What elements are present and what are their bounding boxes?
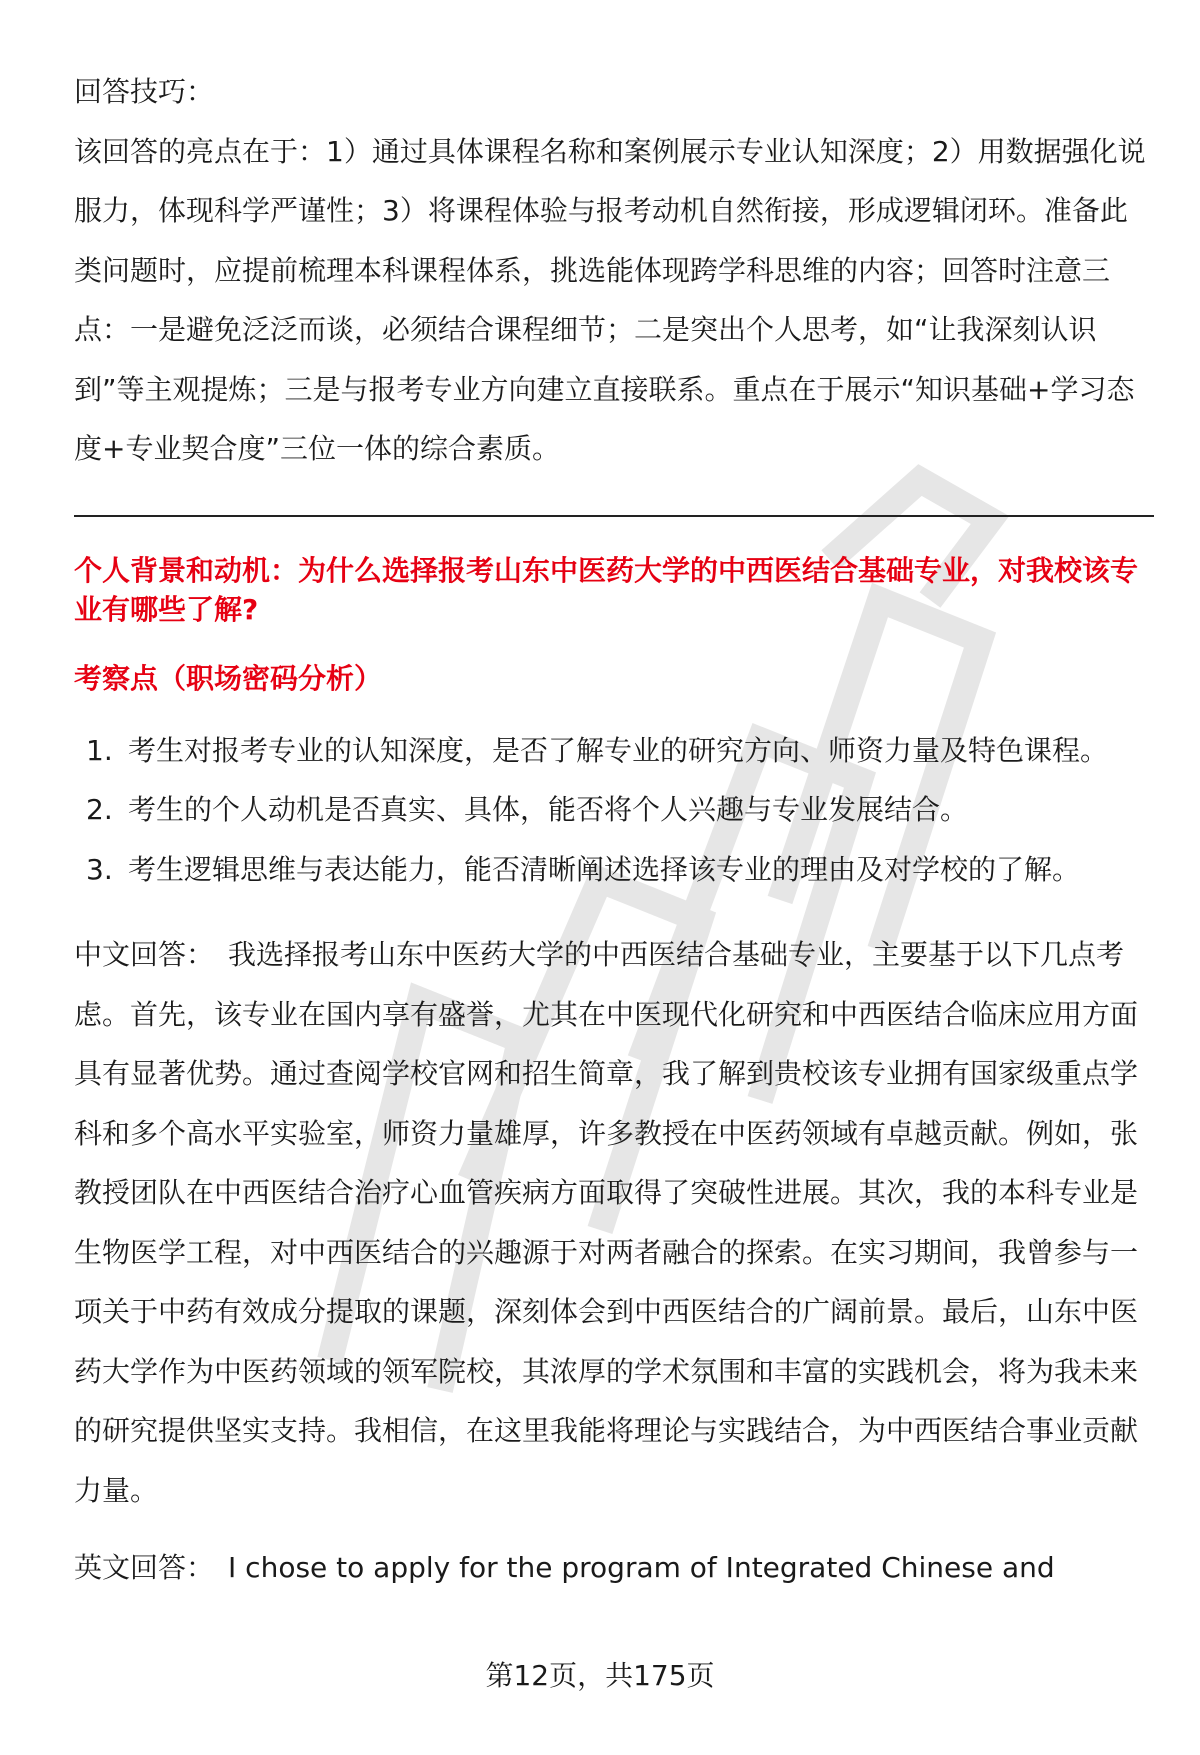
chinese-answer-text: 我选择报考山东中医药大学的中西医结合基础专业，主要基于以下几点考虑。首先，该专业在国内享有盛誉，尤其在中医现代化研究和中西医结合临床应用方面具有显著优势。通过查阅学校官网和招生简章，我了解到贵校该专业拥有国家级重点学科和多个高水平实验室，师资力量雄厚，许多教授在中医药领域有卓越贡献。例如，张教授团队在中西医结合治疗心血管疾病方面取得了突破性进展。其次，我的本科专业是生物医学工程，对中西医结合的兴趣源于对两者融合的探索。在实习期间，我曾参与一项关于中药有效成分提取的课题，深刻体会到中西医结合的广阔前景。最后，山东中医药大学作为中医药领域的领军院校，其浓厚的学术氛围和丰富的实践机会，将为我未来的研究提供坚实支持。我相信，在这里我能将理论与实践结合，为中西医结合事业贡献力量。 bbox=[74, 938, 1139, 1507]
points-heading: 考察点（职场密码分析） bbox=[74, 661, 383, 695]
tips-body: 该回答的亮点在于：1）通过具体课程名称和案例展示专业认知深度；2）用数据强化说服力，体现科学严谨性；3）将课程体验与报考动机自然衔接，形成逻辑闭环。准备此类问题时，应提前梳理本科课程体系，挑选能体现跨学科思维的内容；回答时注意三点：一是避免泛泛而谈，必须结合课程细节；二是突出个人思考，如“让我深刻认识到”等主观提炼；三是与报考专业方向建立直接联系。重点在于展示“知识基础+学习态度+专业契合度”三位一体的综合素质。 bbox=[74, 134, 1146, 465]
assessment-points-list bbox=[74, 721, 1154, 900]
tips-heading: 回答技巧： bbox=[74, 75, 215, 108]
page-footer: 第12页，共175页 bbox=[485, 1659, 715, 1692]
section-divider bbox=[74, 515, 1154, 517]
list-item-number: 3. bbox=[86, 852, 113, 886]
list-item bbox=[74, 721, 1154, 781]
list-item-text: 考生逻辑思维与表达能力，能否清晰阐述选择该专业的理由及对学校的了解。 bbox=[128, 852, 1081, 886]
english-answer-label: 英文回答： bbox=[74, 1551, 215, 1584]
list-item bbox=[74, 780, 1154, 840]
english-answer bbox=[74, 1538, 1154, 1598]
list-item-text: 考生对报考专业的认知深度，是否了解专业的研究方向、师资力量及特色课程。 bbox=[128, 733, 1109, 767]
list-item bbox=[74, 840, 1154, 900]
chinese-answer bbox=[74, 925, 1154, 1520]
list-item-number: 1. bbox=[86, 733, 113, 767]
chinese-answer-label: 中文回答： bbox=[74, 938, 215, 971]
page-content bbox=[74, 62, 1154, 1598]
english-answer-text: I chose to apply for the program of Integrated Chinese and bbox=[228, 1551, 1055, 1584]
list-item-text: 考生的个人动机是否真实、具体，能否将个人兴趣与专业发展结合。 bbox=[128, 793, 969, 826]
question-title: 个人背景和动机：为什么选择报考山东中医药大学的中西医结合基础专业，对我校该专业有哪些了解? bbox=[74, 553, 1139, 626]
list-item-number: 2. bbox=[86, 793, 113, 826]
